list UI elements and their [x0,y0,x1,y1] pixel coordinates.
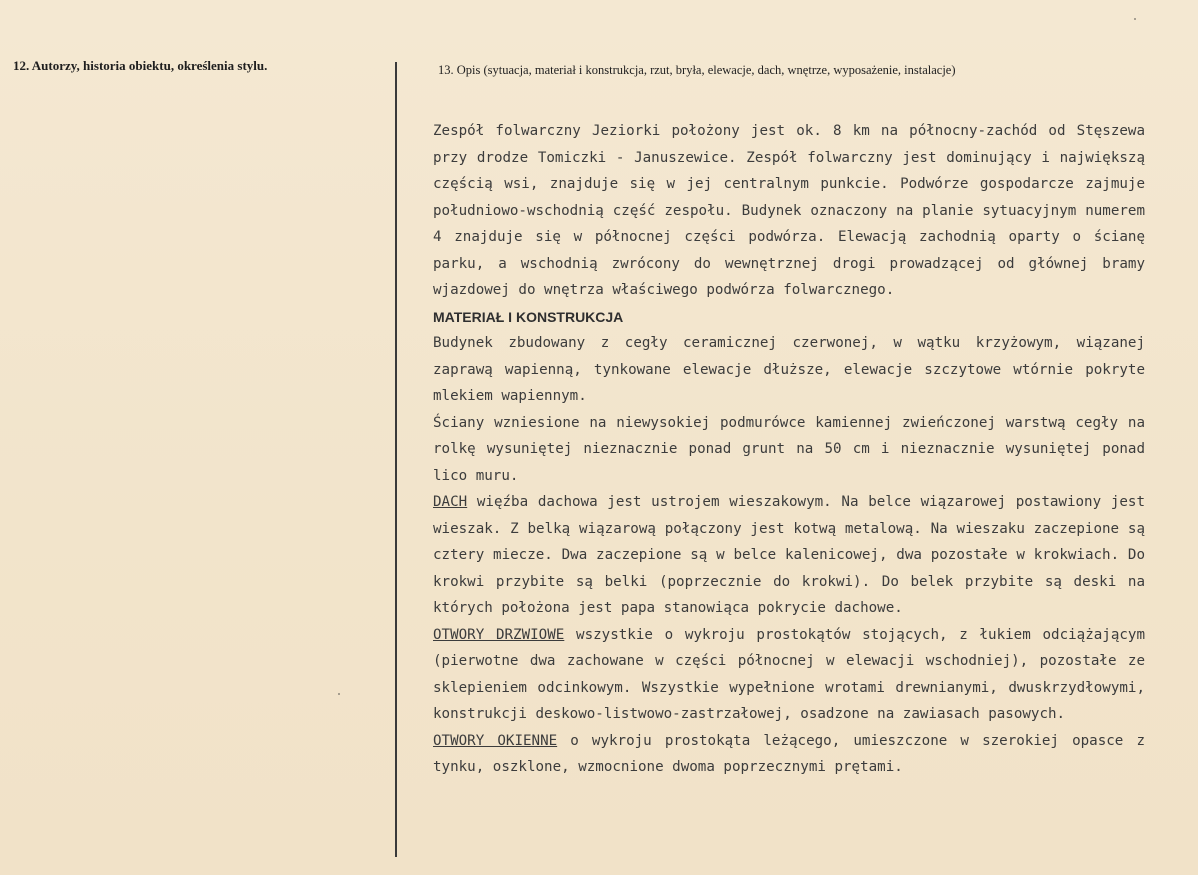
paper-speck [1134,18,1136,20]
section-12-heading: 12. Autorzy, historia obiektu, określenia stylu. [13,58,268,73]
heading-material-construction: MATERIAŁ I KONSTRUKCJA [433,308,624,325]
label-doors: OTWORY DRZWIOWE [433,626,565,643]
paragraph-intro: Zespół folwarczny Jeziorki położony jest ok. 8 km na północny-zachód od Stęszewa przy drodze Tomiczki - Januszewice. Zespół folwarczny jest dominujący i największą częścią wsi, znajduje się w jej centralnym punkcie. Podwórze gospodarcze zajmuje południowo-wschodnią część zespołu. Budynek oznaczony na planie sytuacyjnym numerem 4 znajduje się w północnej części podwórza. Elewacją zachodnią oparty o ścianę parku, a wschodnią zwrócony do wewnętrznej drogi prowadzącej od głównej bramy wjazdowej do wnętrza właściwego podwórza folwarcznego. [433,123,1145,298]
paragraph-roof-block [433,489,1145,622]
label-roof: DACH [433,494,468,510]
paragraph-walls: Ściany wzniesione na niewysokiej podmurówce kamiennej zwieńczonej warstwą cegły na rolkę wysuniętej nieznacznie ponad grunt na 50 cm i nieznacznie wysuniętej ponad lico muru. [433,414,1145,484]
paper-speck [338,693,340,695]
label-windows: OTWORY OKIENNE [433,732,558,749]
paragraph-doors-block [433,622,1145,728]
paragraph-doors: wszystkie o wykroju prostokątów stojących, z łukiem odciążającym (pierwotne dwa zachowane w części północnej w elewacji wschodniej), pozostałe ze sklepieniem odcinkowym. Wszystkie wypełnione wrotami drewnianymi, dwuskrzydłowymi, konstrukcji deskowo-listwowo-zastrzałowej, osadzone na zawiasach pasowych. [433,626,1145,722]
column-divider [395,62,397,857]
paragraph-roof: więźba dachowa jest ustrojem wieszakowym. Na belce wiązarowej postawiony jest wieszak. Z belką wiązarową połączony jest kotwą metalową. Na wieszaku zaczepione są cztery miecze. Dwa zaczepione są w belce kalenicowej, dwa pozostałe w krokwiach. Do krokwi przybite są belki (poprzecznie do krokwi). Do belek przybite są deski na których położona jest papa stanowiąca pokrycie dachowe. [433,494,1145,616]
description-body [433,118,1145,781]
paragraph-windows: o wykroju prostokąta leżącego, umieszczone w szerokiej opasce z tynku, oszklone, wzmocnione dwoma poprzecznymi prętami. [433,732,1145,775]
paragraph-material: Budynek zbudowany z cegły ceramicznej czerwonej, w wątku krzyżowym, wiązanej zaprawą wapienną, tynkowane elewacje dłuższe, elewacje szczytowe wtórnie pokryte mlekiem wapiennym. [433,335,1145,404]
paragraph-windows-block [433,728,1145,781]
section-13-heading: 13. Opis (sytuacja, materiał i konstrukcja, rzut, bryła, elewacje, dach, wnętrze, wyposażenie, instalacje) [438,63,956,77]
